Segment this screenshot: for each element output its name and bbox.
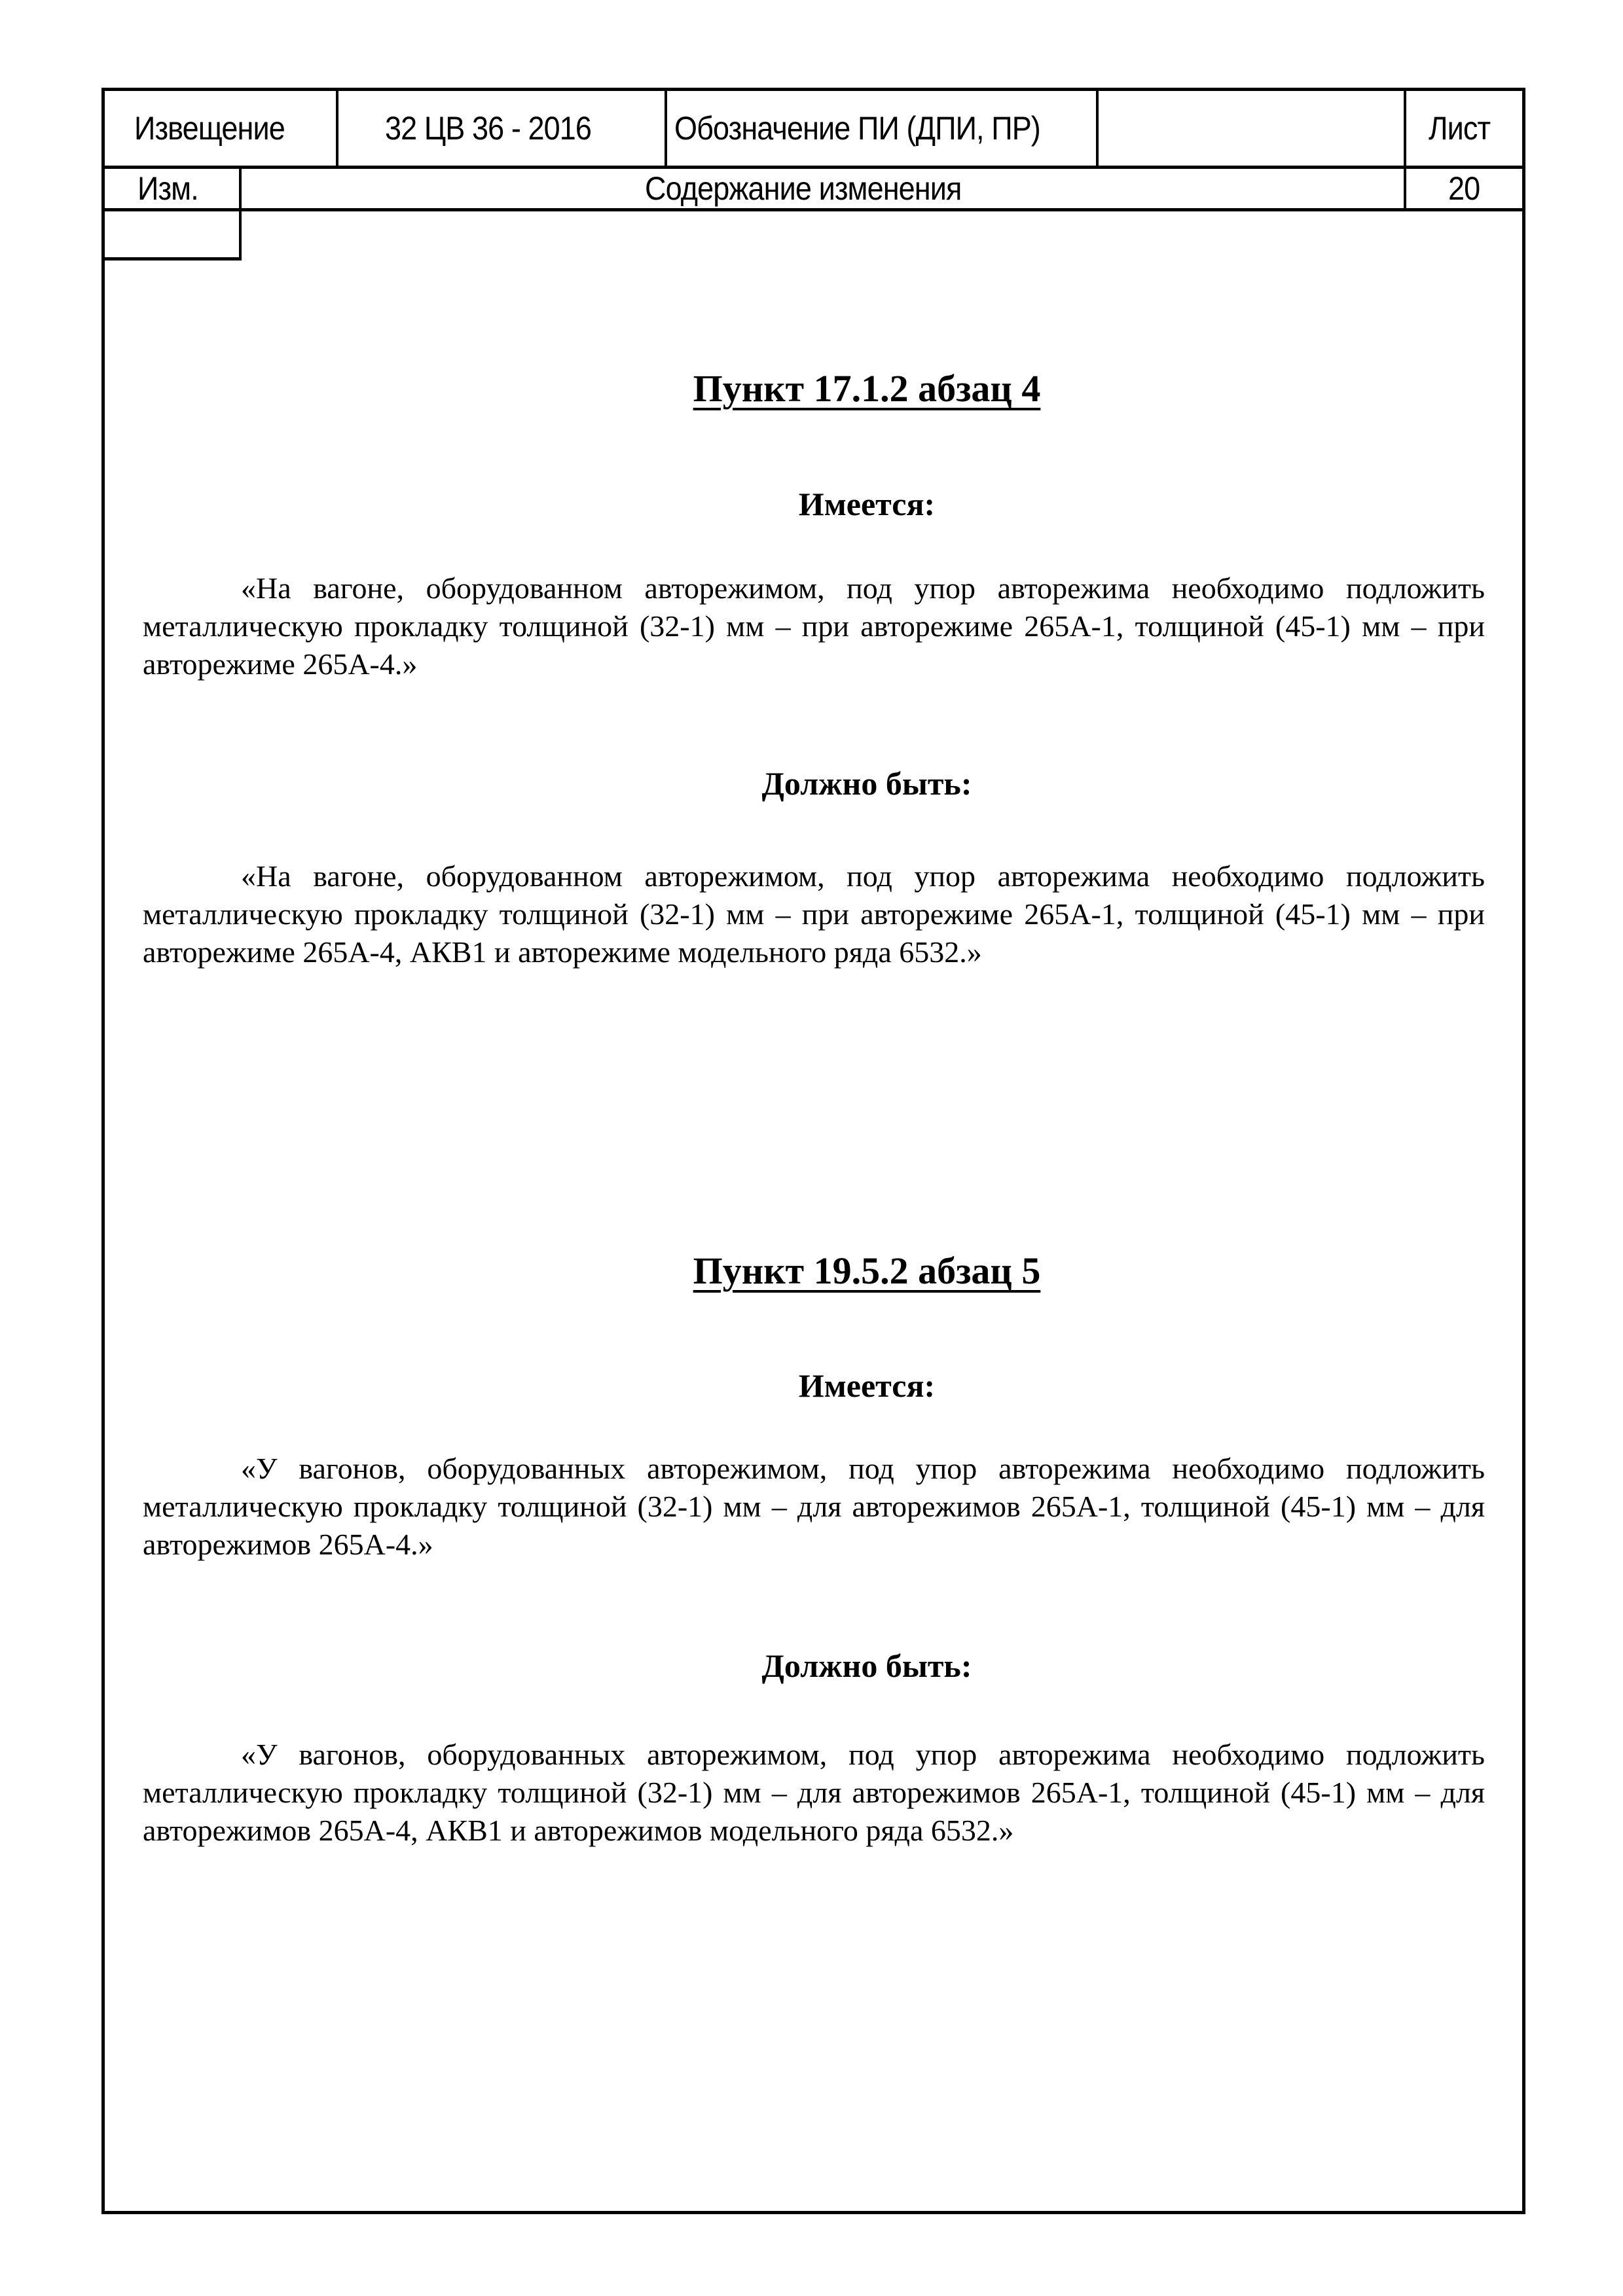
header-col-line-2 xyxy=(665,88,667,168)
change-box-bottom xyxy=(101,257,242,260)
section-2-existing-text: «У вагонов, оборудованных авторежимом, под упор авторежима необходимо подложить металлическую прокладку толщиной (32-1) мм – для авторежимов 265А-1, толщиной (45-1) мм – для авторежимов 265А-4.» xyxy=(143,1452,1485,1561)
section-1-should-text: «На вагоне, оборудованном авторежимом, под упор авторежима необходимо подложить металлическую прокладку толщиной (32-1) мм – при авторежиме 265А-1, толщиной (45-1) мм – при авторежиме 265А-4, АКВ1 и авторежиме модельного ряда 6532.» xyxy=(143,859,1485,969)
change-label: Изм. xyxy=(137,170,198,207)
content-label: Содержание изменения xyxy=(645,170,962,207)
section-1-existing-text: «На вагоне, оборудованном авторежимом, под упор авторежима необходимо подложить металлическую прокладку толщиной (32-1) мм – при авторежиме 265А-1, толщиной (45-1) мм – при авторежиме 265А-4.» xyxy=(143,571,1485,681)
sheet-label: Лист xyxy=(1429,110,1491,147)
notice-number: 32 ЦВ 36 - 2016 xyxy=(385,110,592,147)
section-1-title: Пункт 17.1.2 абзац 4 xyxy=(693,367,1041,410)
notice-label: Извещение xyxy=(134,110,285,147)
header-col-line-1 xyxy=(336,88,338,168)
change-col-line xyxy=(239,166,242,259)
sheet-number: 20 xyxy=(1448,170,1480,207)
header-divider-1 xyxy=(101,166,1525,169)
section-1-should-label: Должно быть: xyxy=(761,765,972,802)
header-col-line-4 xyxy=(1404,88,1406,209)
section-2-existing-label: Имеется: xyxy=(798,1367,936,1404)
section-2-should-text: «У вагонов, оборудованных авторежимом, под упор авторежима необходимо подложить металлическую прокладку толщиной (32-1) мм – для авторежимов 265А-1, толщиной (45-1) мм – для авторежимов 265А-4, АКВ1 и авторежимов модельного ряда 6532.» xyxy=(143,1738,1485,1847)
section-2-title: Пункт 19.5.2 абзац 5 xyxy=(693,1249,1041,1292)
designation-label: Обозначение ПИ (ДПИ, ПР) xyxy=(674,110,1040,147)
header-col-line-3 xyxy=(1096,88,1099,168)
header-divider-2 xyxy=(101,208,1525,211)
section-2-should-label: Должно быть: xyxy=(761,1647,972,1684)
section-1-existing-label: Имеется: xyxy=(798,486,936,522)
